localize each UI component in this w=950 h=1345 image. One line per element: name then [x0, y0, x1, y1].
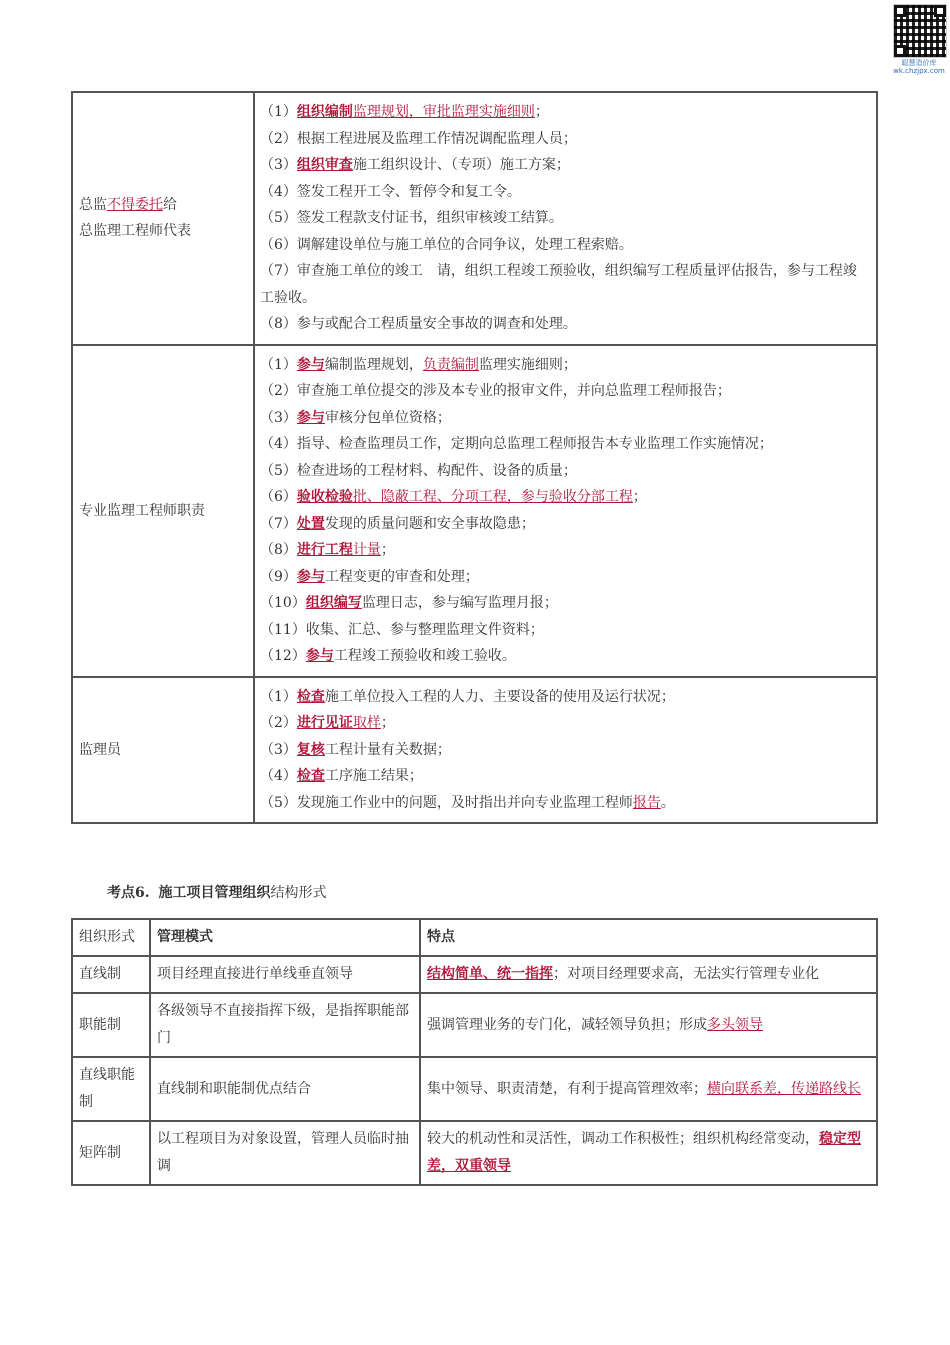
table-row — [72, 345, 877, 677]
duty-item: （1）组织编制监理规划，审批监理实施细则； — [260, 104, 549, 120]
qr-code — [893, 4, 947, 58]
cell-mode: 直线制和职能制优点结合 — [150, 1057, 420, 1121]
table-row — [72, 993, 877, 1057]
duty-item: （2）审查施工单位提交的涉及本专业的报审文件，并向总监理工程师报告； — [260, 383, 731, 399]
header-feature: 特点 — [420, 919, 877, 956]
cell-mode: 项目经理直接进行单线垂直领导 — [150, 956, 420, 993]
cell-form: 矩阵制 — [72, 1121, 150, 1185]
cell-feature: 较大的机动性和灵活性，调动工作积极性；组织机构经常变动，稳定型差，双重领导 — [420, 1121, 877, 1185]
duty-item: （2）进行见证取样； — [260, 715, 395, 731]
duty-item: （4）签发工程开工令、暂停令和复工令。 — [260, 183, 521, 200]
duty-item: （8）参与或配合工程质量安全事故的调查和处理。 — [260, 316, 577, 332]
role-cell: 专业监理工程师职责 — [72, 345, 254, 677]
duty-item: （7）审查施工单位的竣工 请，组织工程竣工预验收，组织编写工程质量评估报告，参与工程竣工验收。 — [260, 263, 857, 306]
header-mode: 管理模式 — [150, 919, 420, 956]
duty-item: （7）处置发现的质量问题和安全事故隐患； — [260, 515, 535, 532]
duties-cell — [254, 345, 877, 677]
org-structure-table — [71, 918, 878, 1186]
section-heading: 考点6. 施工项目管理组织结构形式 — [107, 885, 327, 901]
cell-feature: 集中领导、职责清楚，有利于提高管理效率；横向联系差，传递路线长 — [420, 1057, 877, 1121]
header-form: 组织形式 — [72, 919, 150, 956]
cell-form: 直线制 — [72, 956, 150, 993]
cell-form: 职能制 — [72, 993, 150, 1057]
cell-feature: 结构简单、统一指挥；对项目经理要求高，无法实行管理专业化 — [420, 956, 877, 993]
watermark-url[interactable]: wk.chzjpx.com — [893, 67, 945, 75]
duty-item: （5）发现施工作业中的问题，及时指出并向专业监理工程师报告。 — [260, 794, 675, 811]
duty-item: （3）复核工程计量有关数据； — [260, 741, 451, 758]
cell-mode: 各级领导不直接指挥下级，是指挥职能部门 — [150, 993, 420, 1057]
duty-item: （11）收集、汇总、参与整理监理文件资料； — [260, 621, 544, 638]
supervision-roles-table — [71, 91, 878, 824]
table-header-row — [72, 919, 877, 956]
duty-item: （10）组织编写监理日志，参与编写监理月报； — [260, 595, 558, 611]
duty-item: （4）检查工序施工结果； — [260, 768, 423, 784]
role-cell: 总监不得委托给 总监理工程师代表 — [72, 92, 254, 345]
duties-cell — [254, 92, 877, 345]
duty-item: （1）参与编制监理规划，负责编制监理实施细则； — [260, 356, 577, 373]
duty-item: （6）验收检验批、隐蔽工程、分项工程，参与验收分部工程； — [260, 489, 647, 505]
cell-mode: 以工程项目为对象设置，管理人员临时抽调 — [150, 1121, 420, 1185]
role-cell: 监理员 — [72, 677, 254, 824]
duty-item: （12）参与工程竣工预验收和竣工验收。 — [260, 648, 516, 664]
table-row — [72, 1121, 877, 1185]
duties-cell — [254, 677, 877, 824]
watermark-site-name: 聪慧造价库 — [901, 59, 937, 67]
table-row — [72, 677, 877, 824]
duty-item: （5）签发工程款支付证书，组织审核竣工结算。 — [260, 210, 563, 226]
duty-item: （9）参与工程变更的审查和处理； — [260, 568, 479, 585]
table-row — [72, 956, 877, 993]
cell-feature: 强调管理业务的专门化，减轻领导负担；形成多头领导 — [420, 993, 877, 1057]
table-row — [72, 92, 877, 345]
duty-item: （5）检查进场的工程材料、构配件、设备的质量； — [260, 462, 577, 479]
table-row — [72, 1057, 877, 1121]
duty-item: （2）根据工程进展及监理工作情况调配监理人员； — [260, 130, 577, 147]
duty-item: （3）参与审核分包单位资格； — [260, 409, 451, 426]
duty-item: （1）检查施工单位投入工程的人力、主要设备的使用及运行状况； — [260, 688, 675, 705]
highlight-text: 不得委托 — [107, 197, 163, 214]
duty-item: （8）进行工程计量； — [260, 542, 395, 558]
duty-item: （6）调解建设单位与施工单位的合同争议，处理工程索赔。 — [260, 236, 633, 253]
cell-form: 直线职能制 — [72, 1057, 150, 1121]
duty-item: （4）指导、检查监理员工作，定期向总监理工程师报告本专业监理工作实施情况； — [260, 436, 773, 452]
duty-item: （3）组织审查施工组织设计、（专项）施工方案； — [260, 157, 570, 173]
